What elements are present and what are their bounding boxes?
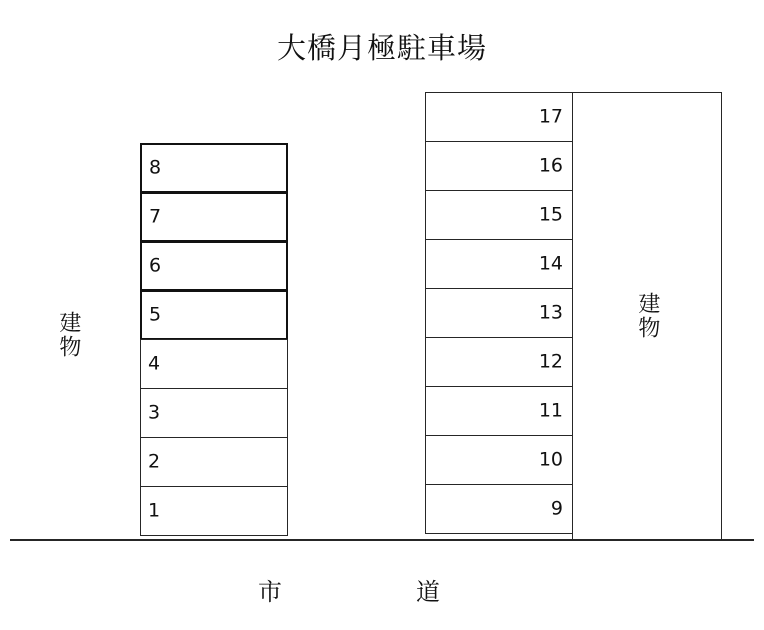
parking-space-15-label: 15 [538,203,563,226]
road-label-left: 市 [258,578,282,606]
parking-space-8[interactable] [140,143,288,193]
parking-space-4[interactable] [140,339,288,389]
parking-space-3[interactable] [140,388,288,438]
parking-space-5-label: 5 [149,303,162,326]
right-parking-stack [425,92,573,540]
parking-space-16[interactable] [425,141,573,191]
parking-space-16-label: 16 [538,154,563,177]
parking-space-10[interactable] [425,435,573,485]
parking-space-5[interactable] [140,290,288,340]
parking-space-3-label: 3 [148,401,161,424]
parking-space-11-label: 11 [538,399,563,422]
parking-space-13[interactable] [425,288,573,338]
parking-space-12[interactable] [425,337,573,387]
parking-space-1-label: 1 [148,499,161,522]
parking-space-6[interactable] [140,241,288,291]
right-building-label: 建物 [634,292,660,340]
right-building [572,92,722,540]
parking-space-17-label: 17 [538,105,563,128]
parking-space-6-label: 6 [149,254,162,277]
parking-space-8-label: 8 [149,156,162,179]
page-title: 大橋月極駐車場 [276,31,487,65]
road-boundary-line [10,539,754,541]
left-building-label: 建物 [55,311,81,359]
parking-space-4-label: 4 [148,352,161,375]
parking-space-15[interactable] [425,190,573,240]
road-label-right: 道 [416,578,440,606]
parking-space-14[interactable] [425,239,573,289]
parking-space-2-label: 2 [148,450,161,473]
parking-space-2[interactable] [140,437,288,487]
parking-space-14-label: 14 [538,252,563,275]
parking-space-10-label: 10 [538,448,563,471]
parking-space-9[interactable] [425,484,573,534]
parking-space-13-label: 13 [538,301,563,324]
parking-space-7[interactable] [140,192,288,242]
parking-space-9-label: 9 [550,497,563,520]
parking-space-17[interactable] [425,92,573,142]
parking-space-7-label: 7 [149,205,162,228]
parking-space-11[interactable] [425,386,573,436]
parking-space-1[interactable] [140,486,288,536]
left-building [40,285,96,385]
parking-space-12-label: 12 [538,350,563,373]
left-parking-stack [140,143,288,540]
